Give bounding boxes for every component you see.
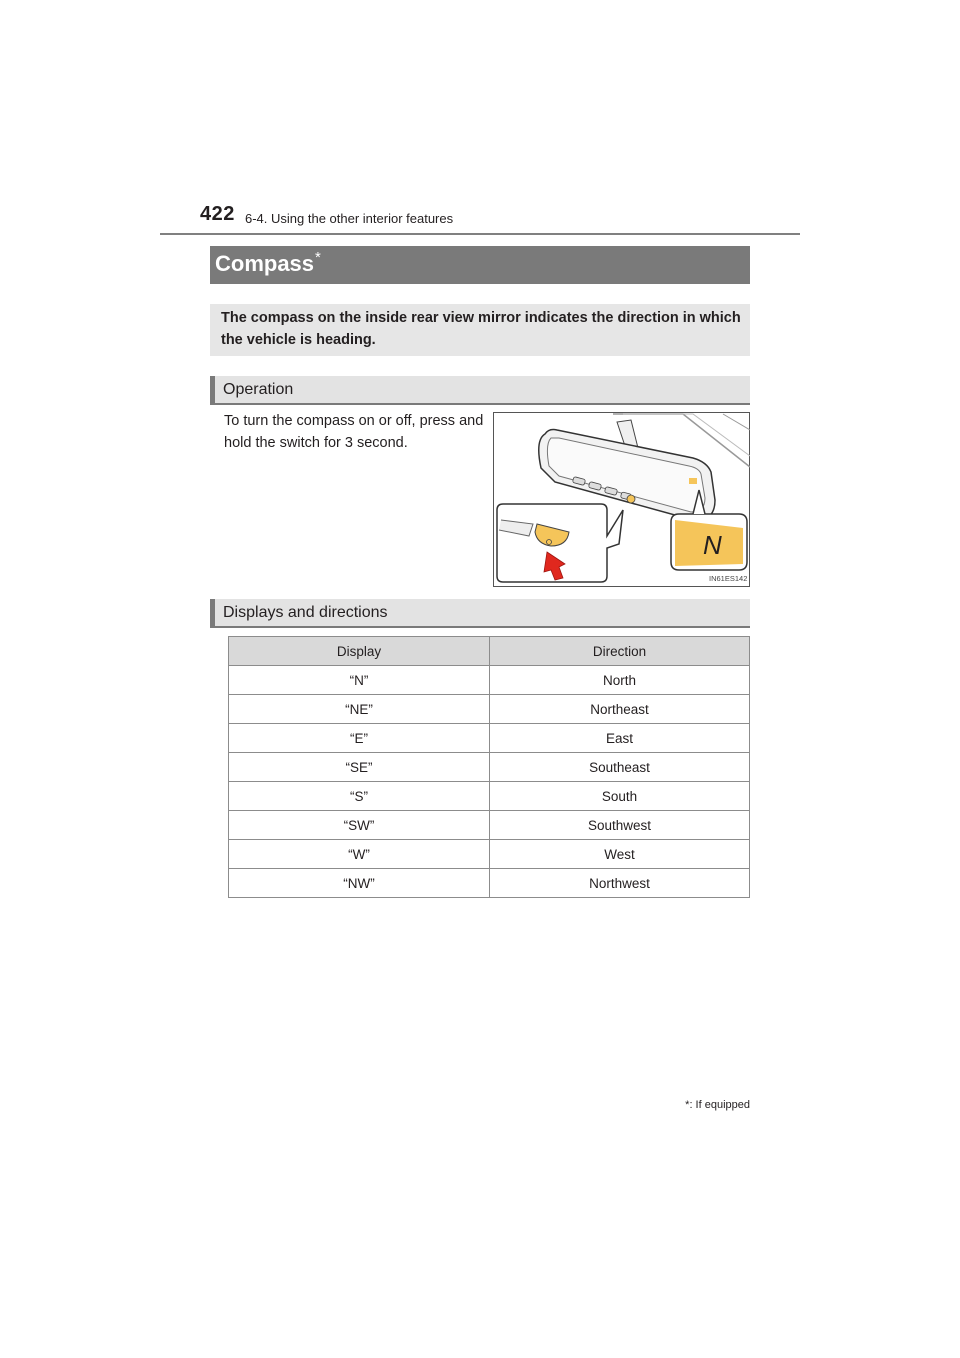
- display-cell: “N”: [229, 666, 490, 695]
- display-cell: “W”: [229, 840, 490, 869]
- direction-cell: North: [490, 666, 750, 695]
- intro-text: The compass on the inside rear view mirror indicates the direction in which the vehicle is heading.: [221, 310, 741, 348]
- direction-cell: Southeast: [490, 753, 750, 782]
- heading-accent: [210, 599, 215, 628]
- intro-box: [210, 304, 750, 356]
- display-cell: “S”: [229, 782, 490, 811]
- table-row: [229, 695, 750, 724]
- operation-heading: [210, 376, 750, 405]
- display-cell: “E”: [229, 724, 490, 753]
- table-header-row: [229, 637, 750, 666]
- displays-heading-label: Displays and directions: [223, 604, 388, 621]
- direction-cell: Northwest: [490, 869, 750, 898]
- column-header-direction: Direction: [490, 637, 750, 666]
- direction-cell: South: [490, 782, 750, 811]
- compass-display-letter: N: [703, 530, 722, 560]
- footnote: [685, 1099, 750, 1111]
- table-row: [229, 782, 750, 811]
- table-row: [229, 840, 750, 869]
- table-row: [229, 724, 750, 753]
- footnote-asterisk-icon: *: [685, 1099, 690, 1111]
- column-header-display: Display: [229, 637, 490, 666]
- page-number: 422: [200, 203, 235, 225]
- figure-code: IN61ES142: [709, 574, 748, 583]
- compass-display-small: [689, 478, 697, 484]
- direction-cell: Southwest: [490, 811, 750, 840]
- operation-text: To turn the compass on or off, press and hold the switch for 3 second.: [224, 413, 484, 451]
- directions-table: [228, 636, 750, 898]
- page-title-text: Compass: [215, 251, 315, 276]
- header-divider: [160, 233, 800, 235]
- table-row: [229, 869, 750, 898]
- footnote-text: : If equipped: [689, 1099, 750, 1111]
- mirror-illustration: [493, 412, 750, 587]
- direction-cell: West: [490, 840, 750, 869]
- table-row: [229, 811, 750, 840]
- display-cell: “SE”: [229, 753, 490, 782]
- table-row: [229, 753, 750, 782]
- compass-switch-icon: [627, 495, 635, 503]
- page-title: [215, 251, 320, 277]
- section-reference: 6-4. Using the other interior features: [245, 211, 454, 226]
- title-bar: [210, 246, 750, 284]
- display-cell: “NW”: [229, 869, 490, 898]
- table-row: [229, 666, 750, 695]
- displays-heading: [210, 599, 750, 628]
- direction-cell: East: [490, 724, 750, 753]
- operation-heading-label: Operation: [223, 381, 294, 398]
- direction-cell: Northeast: [490, 695, 750, 724]
- display-cell: “NE”: [229, 695, 490, 724]
- display-cell: “SW”: [229, 811, 490, 840]
- asterisk-icon: *: [315, 249, 321, 266]
- heading-accent: [210, 376, 215, 405]
